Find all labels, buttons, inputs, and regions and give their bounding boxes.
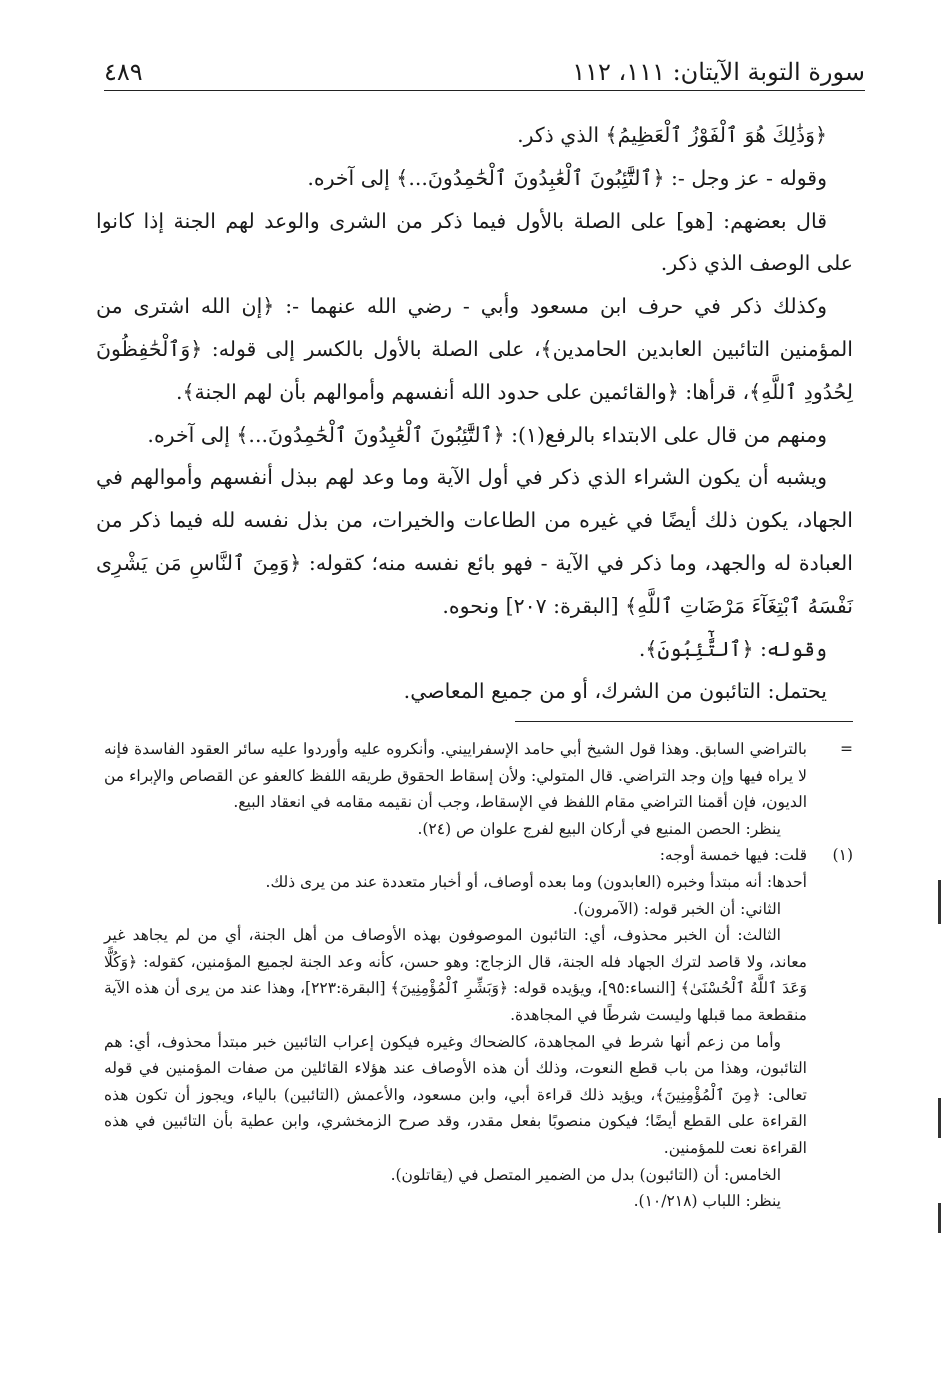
footnote-separator [515,721,853,722]
main-paragraph: وقوله: ﴿ٱلتَّٰٓئِبُونَ﴾. [638,636,827,661]
page-number: ٤٨٩ [104,58,143,86]
scan-edge-mark [938,1203,941,1233]
main-paragraph: ومنهم من قال على الابتداء بالرفع(١): ﴿ٱلتَّٰٓئِبُونَ ٱلْعَٰبِدُونَ ٱلْحَٰمِدُونَ...﴾ إلى آخره. [147,422,827,447]
page-header [104,52,865,86]
footnote-paragraph: قلت: فيها خمسة أوجه: [659,846,807,865]
main-paragraph: وكذلك ذكر في حرف ابن مسعود وأبي - رضي الله عنهما -: ﴿إن الله اشترى من المؤمنين التائبين العابدين الحامدين﴾، على الصلة بالأول بالكسر إلى قوله: ﴿وَٱلْحَٰفِظُونَ لِحُدُودِ ٱللَّهِ﴾، قرأها: ﴿والقائمين على حدود الله أنفسهم وأموالهم بأن لهم الجنة﴾. [96,294,853,404]
main-paragraph: ويشبه أن يكون الشراء الذي ذكر في أول الآية وما وعد لهم ببذل أنفسهم وأموالهم في الجهاد، يكون ذلك أيضًا في غيره من الطاعات والخيرات، من بذل نفسه لله فيما ذكر من العبادة له والجهد، وما ذكر في الآية - فهو بائع نفسه منه؛ كقوله: ﴿وَمِنَ ٱلنَّاسِ مَن يَشْرِى نَفْسَهُ ٱبْتِغَآءَ مَرْضَاتِ ٱللَّهِ﴾ [البقرة: ٢٠٧] ونحوه. [96,465,853,618]
scan-edge-mark [938,880,941,924]
scan-edge-mark [938,1098,941,1138]
footnote-continuation-marker: = [840,740,853,758]
footnote-1 [104,842,853,1214]
footnote-continued [104,736,853,842]
main-paragraph: ﴿وَذَٰلِكَ هُوَ ٱلْفَوْزُ ٱلْعَظِيمُ﴾ الذي ذكر. [517,123,827,147]
footnote-marker: (١) [832,846,853,865]
footnote-paragraph: ينظر: اللباب (١٠/٢١٨). [633,1192,781,1211]
header-rule [104,90,865,91]
footnotes [104,736,853,1215]
main-text [96,114,853,713]
main-paragraph: قال بعضهم: [هو] على الصلة بالأول فيما ذكر من الشرى والوعد لهم الجنة إذا كانوا على الوصف الذي ذكر. [96,208,853,276]
footnote-paragraph: الثالث: أن الخبر محذوف، أي: التائبون الموصوفون بهذه الأوصاف من أهل الجنة، أي من لم يجاهد غير معاند، ولا قاصد لترك الجهاد فله الجنة، قال الزجاج: وهو حسن، كأنه وعد الجنة لجميع المؤمنين، كقوله: ﴿وَكُلًّا وَعَدَ ٱللَّهُ ٱلْحُسْنَىٰ﴾ [النساء:٩٥]، ويؤيده قوله: ﴿وَبَشِّرِ ٱلْمُؤْمِنِينَ﴾ [البقرة:٢٢٣]، وهذا عند من يرى أن هذه الآية منقطعة مما قبلها وليست شرطًا في المجاهدة. [104,926,808,1024]
footnote-paragraph: وأما من زعم أنها شرط في المجاهدة، كالضحاك وغيره فيكون إعراب التائبين خبر مبتدأ محذوف، أي: هم التائبون، وهذا من باب قطع النعوت، وذلك أن هذه الأوصاف عند هؤلاء القائلين من صفات المؤمنين في قوله تعالى: ﴿مِنَ ٱلْمُؤْمِنِينَ﴾، ويؤيد ذلك قراءة أبي، وابن مسعود، والأعمش (التائبين) بالياء، ويجوز أن تكون هذه القراءة على القطع أيضًا؛ فيكون منصوبًا بفعل مقدر، وقد صرح الزمخشري، وابن عطية بأن التائبين في هذه القراءة نعت للمؤمنين. [104,1032,807,1157]
footnote-paragraph: بالتراضي السابق. وهذا قول الشيخ أبي حامد الإسفراييني. وأنكروه عليه وأوردوا عليه سائر العقود الفاسدة فإنه لا يراه فيها وإن وجد التراضي. قال المتولي: ولأن إسقاط الحقوق طريقه اللفظ كالعفو عن القصاص والإبراء من الديون، فإن أقمنا التراضي مقام اللفظ في الإسقاط، وجب أن نقيمه مقامه في انعقاد البيع. [104,740,807,812]
footnote-paragraph: الثاني: أن الخبر قوله: (الآمرون). [572,899,781,918]
footnote-paragraph: أحدها: أنه مبتدأ وخبره (العابدون) وما بعده أوصاف، أو أخبار متعددة عند من يرى ذلك. [265,872,807,891]
footnote-paragraph: ينظر: الحصن المنيع في أركان البيع لفرج علوان ص (٢٤). [417,819,781,838]
main-paragraph: يحتمل: التائبون من الشرك، أو من جميع المعاصي. [403,679,827,704]
footnote-paragraph: الخامس: أن (التائبون) بدل من الضمير المتصل في (يقاتلون). [390,1165,781,1184]
main-paragraph: وقوله - عز وجل -: ﴿ٱلتَّٰٓئِبُونَ ٱلْعَٰبِدُونَ ٱلْحَٰمِدُونَ...﴾ إلى آخره. [307,165,827,190]
running-title: سورة التوبة الآيتان: ١١١، ١١٢ [572,58,865,86]
